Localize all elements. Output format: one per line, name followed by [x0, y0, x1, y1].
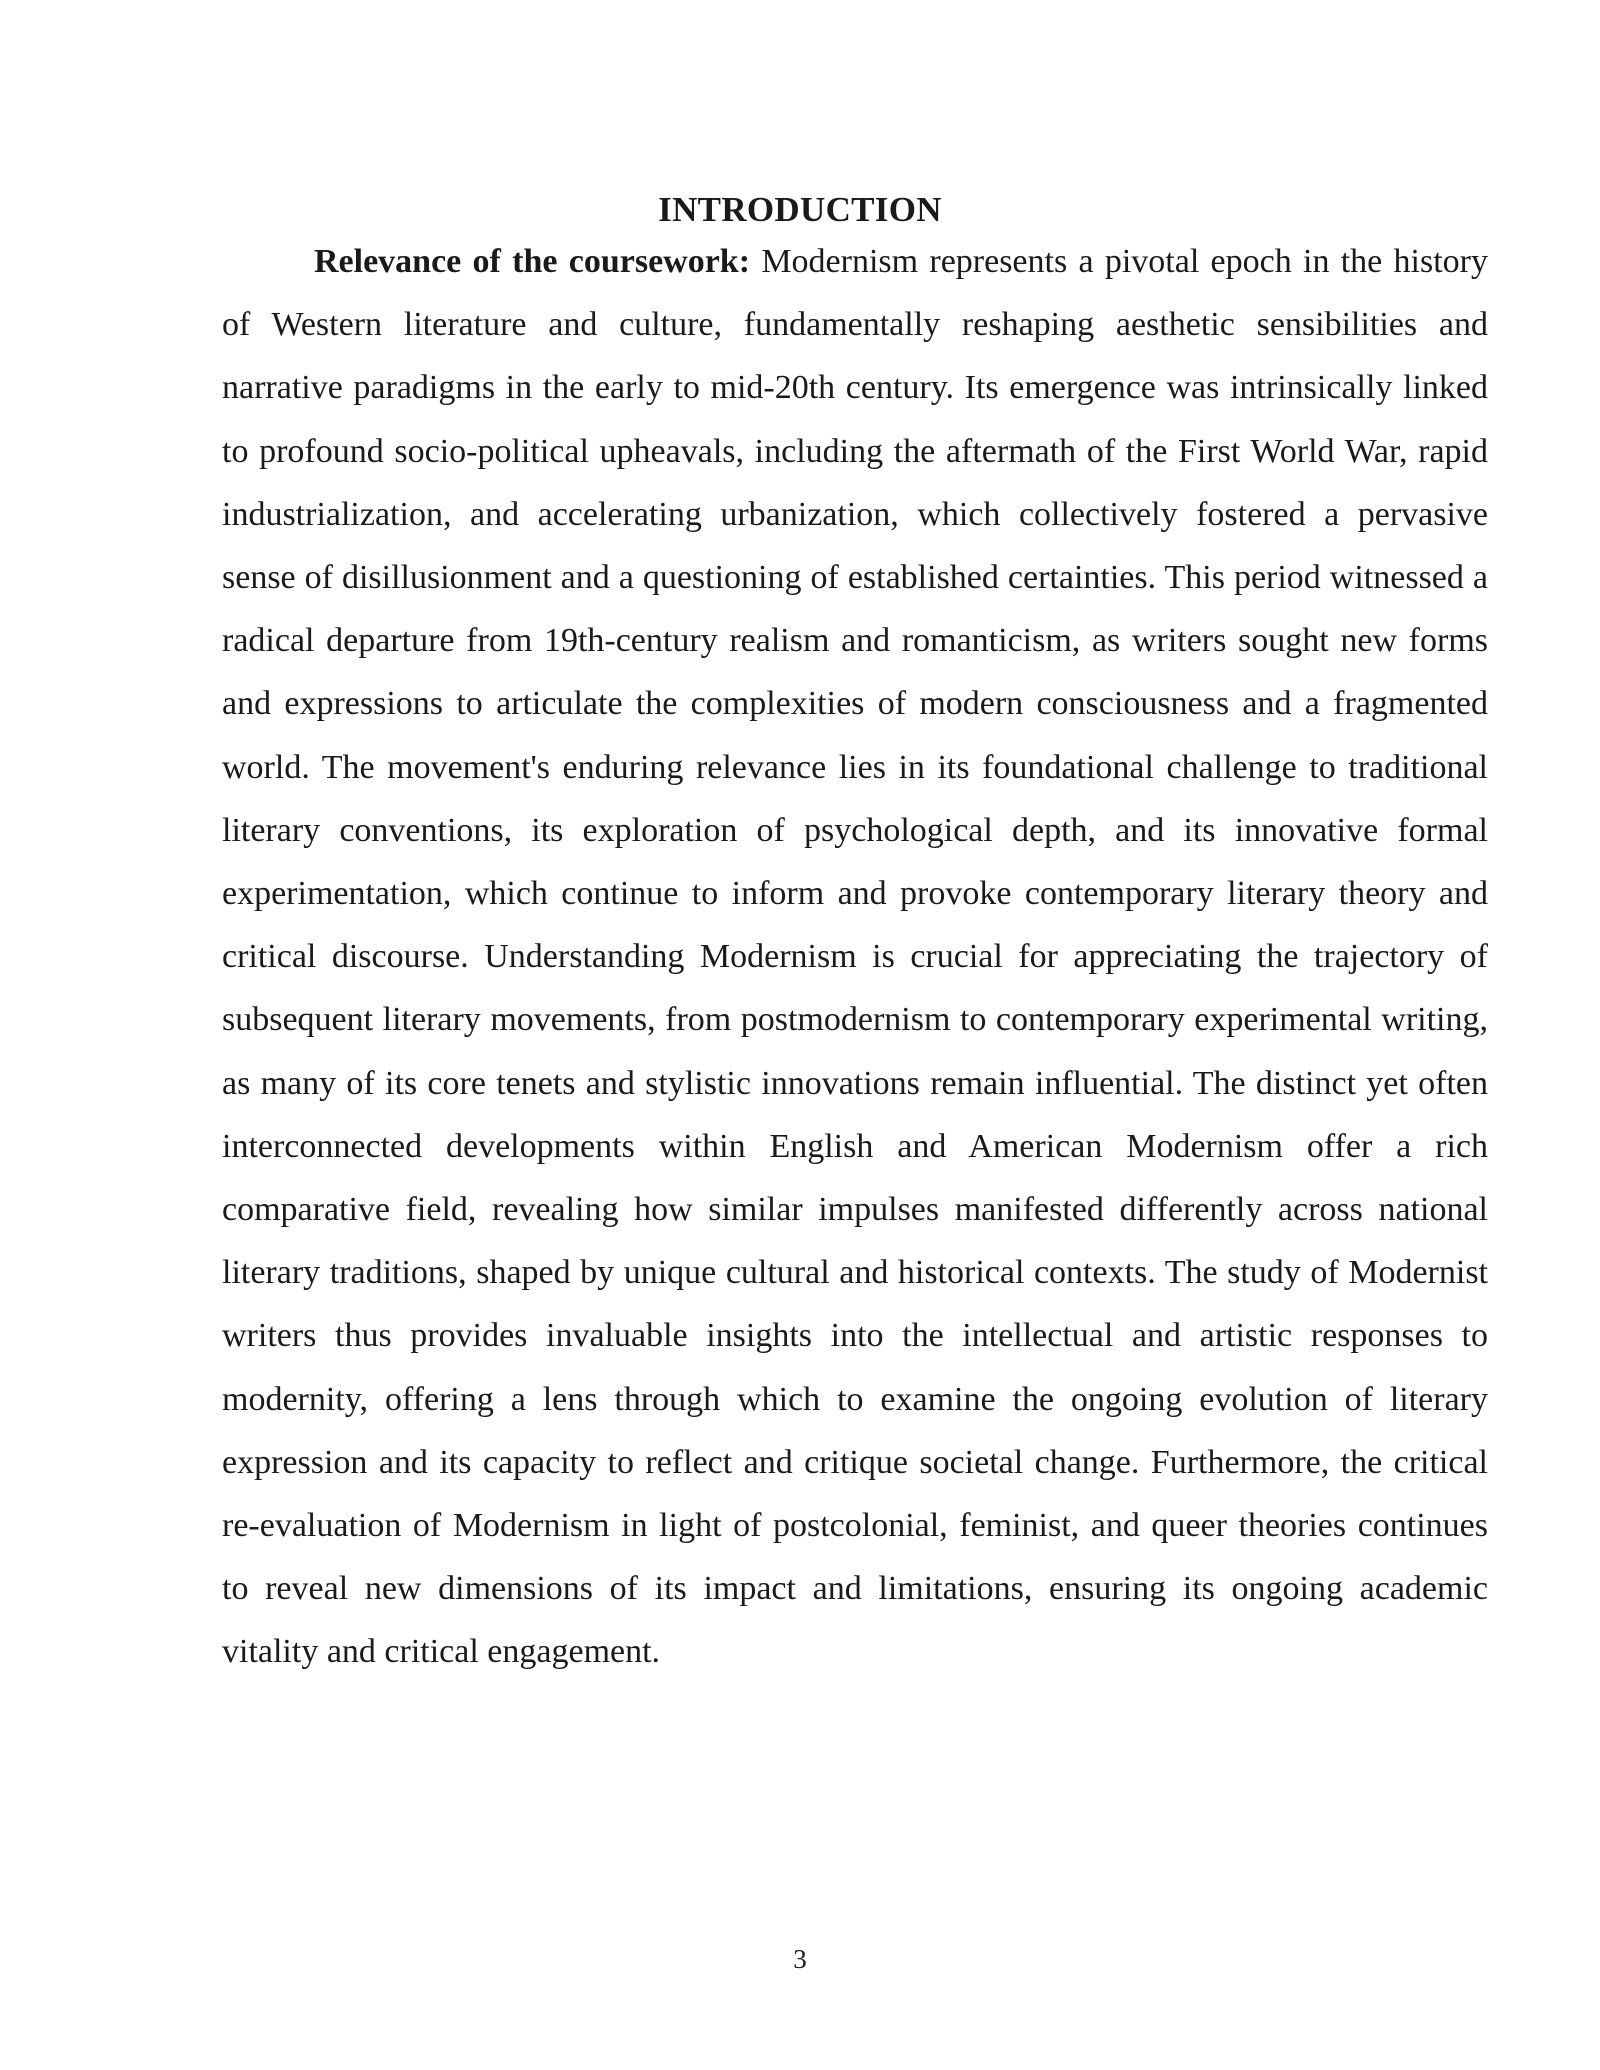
body-paragraph [222, 230, 1488, 1684]
page-number: 3 [793, 1944, 807, 1974]
paragraph-text: Modernism represents a pivotal epoch in the history of Western literature and culture, fundamentally reshaping aesthetic sensibilities and narrative paradigms in the early to mid-20th century. Its emergence was intrinsically linked to profound socio-political upheavals, including the aftermath of the First World War, rapid industrialization, and accelerating urbanization, which collectively fostered a pervasive sense of disillusionment and a questioning of established certainties. This period witnessed a radical departure from 19th-century realism and romanticism, as writers sought new forms and expressions to articulate the complexities of modern consciousness and a fragmented world. The movement's enduring relevance lies in its foundational challenge to traditional literary conventions, its exploration of psychological depth, and its innovative formal experimentation, which continue to inform and provoke contemporary literary theory and critical discourse. Understanding Modernism is crucial for appreciating the trajectory of subsequent literary movements, from postmodernism to contemporary experimental writing, as many of its core tenets and stylistic innovations remain influential. The distinct yet often interconnected developments within English and American Modernism offer a rich comparative field, revealing how similar impulses manifested differently across national literary traditions, shaped by unique cultural and historical contexts. The study of Modernist writers thus provides invaluable insights into the intellectual and artistic responses to modernity, offering a lens through which to examine the ongoing evolution of literary expression and its capacity to reflect and critique societal change. Furthermore, the critical re-evaluation of Modernism in light of postcolonial, feminist, and queer theories continues to reveal new dimensions of its impact and limitations, ensuring its ongoing academic vitality and critical engagement. [222, 243, 1488, 1671]
paragraph-lead: Relevance of the coursework: [314, 243, 751, 280]
section-heading: INTRODUCTION [658, 190, 942, 229]
